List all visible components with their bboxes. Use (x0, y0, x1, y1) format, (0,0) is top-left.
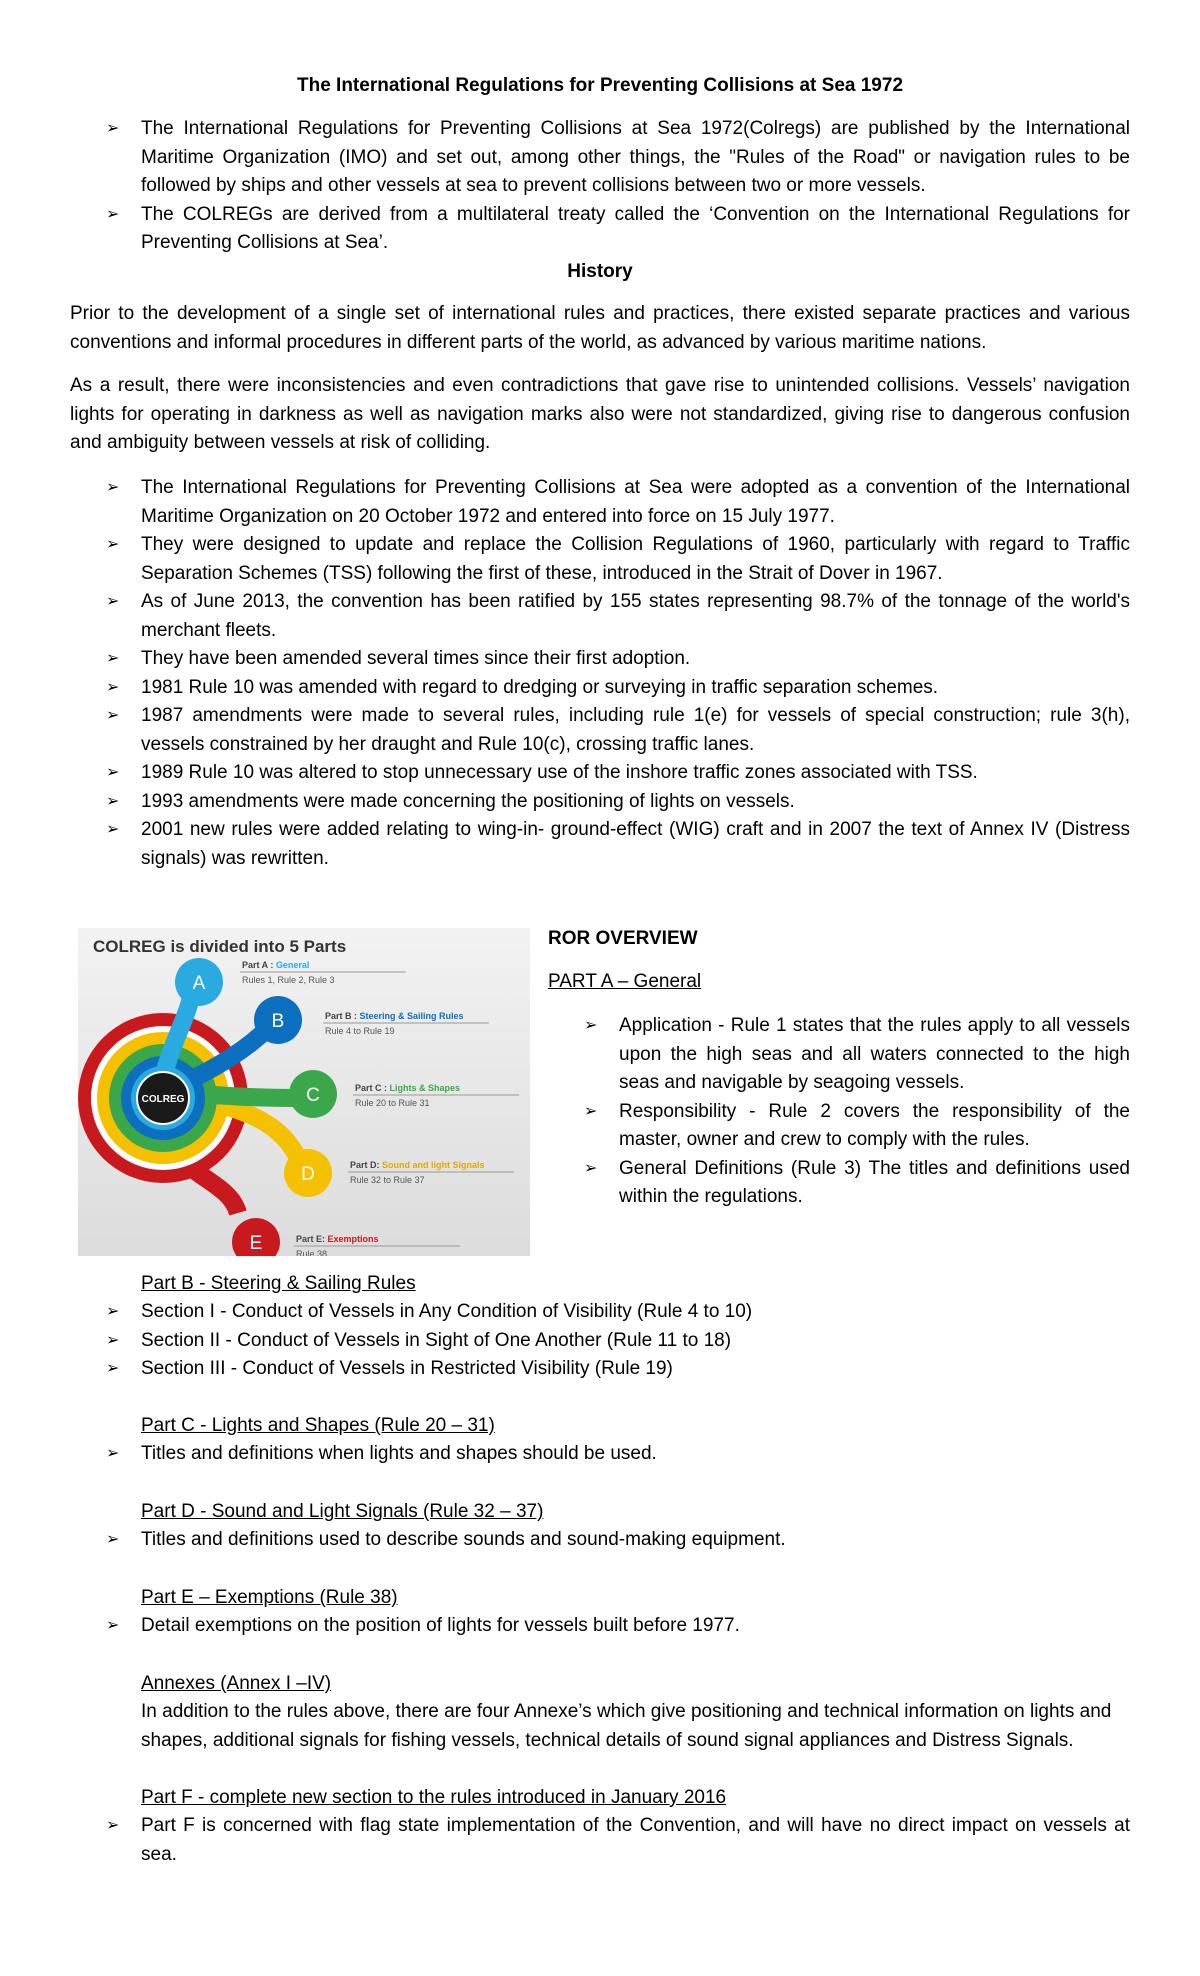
part-c-letter: C (306, 1085, 320, 1106)
part-a-prefix: Part A : (242, 960, 276, 970)
part-c-rules: Rule 20 to Rule 31 (355, 1098, 430, 1108)
center-label: COLREG (141, 1094, 185, 1105)
part-b-letter: B (271, 1011, 285, 1032)
part-a-bullet-list (548, 1012, 1130, 1212)
annexes-heading: Annexes (Annex I –IV) (141, 1673, 332, 1694)
list-item: ➢ 2001 new rules were added relating to wing-in- ground-effect (WIG) craft and in 2007 the text of Annex IV (Distress signals) was rewritten. (70, 816, 1130, 873)
arrow-bullet-icon: ➢ (106, 1445, 120, 1462)
part-a-letter: A (192, 973, 206, 994)
list-item: ➢ 1981 Rule 10 was amended with regard to dredging or surveying in traffic separation schemes. (70, 674, 1130, 703)
part-c-name: Lights & Shapes (389, 1083, 461, 1093)
part-a-name: General (275, 960, 310, 970)
colreg-parts-diagram (78, 928, 530, 1256)
arrow-bullet-icon: ➢ (584, 1159, 598, 1177)
arrow-bullet-icon: ➢ (106, 1331, 120, 1349)
svg-text:Part B : Steering & Sailing Ru (325, 1011, 464, 1021)
arrow-bullet-icon: ➢ (106, 1303, 120, 1320)
list-item: ➢ Application - Rule 1 states that the rules apply to all vessels upon the high seas and all waters connected to the high seas and navigable by seagoing vessels. (548, 1012, 1130, 1098)
part-a-heading: PART A – General (548, 971, 702, 992)
arrow-bullet-icon: ➢ (584, 1102, 598, 1120)
history-paragraph: As a result, there were inconsistencies and even contradictions that gave rise to unintended collisions. Vessels’ navigation lights for operating in darkness as well as navigation marks also were not standardized, giving rise to dangerous confusion and ambiguity between vessels at risk of colliding. (70, 375, 1130, 453)
list-item: ➢ Part F is concerned with flag state implementation of the Convention, and will have no direct impact on vessels at sea. (70, 1812, 1130, 1869)
part-e-letter: E (249, 1233, 263, 1254)
arrow-bullet-icon: ➢ (106, 650, 120, 667)
part-d-bullet-list (70, 1526, 1130, 1555)
history-paragraph: Prior to the development of a single set of international rules and practices, there existed separate practices and various conventions and informal procedures in different parts of the world, as advanced by various maritime nations. (70, 303, 1130, 353)
part-e-prefix: Part E: (296, 1234, 328, 1244)
part-c-prefix: Part C : (355, 1083, 390, 1093)
part-b-prefix: Part B : (325, 1011, 360, 1021)
ror-heading: ROR OVERVIEW (548, 928, 698, 949)
list-item: ➢ Section II - Conduct of Vessels in Sight of One Another (Rule 11 to 18) (70, 1327, 1130, 1356)
arrow-bullet-icon: ➢ (106, 536, 120, 553)
part-d-letter: D (301, 1164, 315, 1185)
list-item: ➢ Detail exemptions on the position of lights for vessels built before 1977. (70, 1612, 1130, 1641)
part-c-bullet-list (70, 1440, 1130, 1469)
part-d-name: Sound and light Signals (382, 1160, 485, 1170)
list-item: ➢ They have been amended several times since their first adoption. (70, 645, 1130, 674)
list-item: ➢ Titles and definitions used to describe sounds and sound-making equipment. (70, 1526, 1130, 1555)
history-heading: History (567, 261, 633, 282)
intro-bullet-list (70, 115, 1130, 258)
arrow-bullet-icon: ➢ (106, 792, 120, 810)
list-item: ➢ Section I - Conduct of Vessels in Any Condition of Visibility (Rule 4 to 10) (70, 1298, 1130, 1327)
part-f-bullet-list (70, 1812, 1130, 1869)
history-bullet-list (70, 474, 1130, 873)
list-item: ➢ The COLREGs are derived from a multilateral treaty called the ‘Convention on the International Regulations for Preventing Collisions at Sea’. (70, 201, 1130, 258)
annexes-text: In addition to the rules above, there are four Annexe’s which give positioning and technical information on lights and shapes, additional signals for fishing vessels, technical details of sound signal appliances and Distress Signals. (141, 1701, 1112, 1751)
list-item: ➢ The International Regulations for Preventing Collisions at Sea 1972(Colregs) are published by the International Maritime Organization (IMO) and set out, among other things, the "Rules of the Road" or navigation rules to be followed by ships and other vessels at sea to prevent collisions between two or more vessels. (70, 115, 1130, 201)
part-e-rules: Rule 38 (296, 1249, 328, 1256)
list-item: ➢ The International Regulations for Preventing Collisions at Sea were adopted as a convention of the International Maritime Organization on 20 October 1972 and entered into force on 15 July 1977. (70, 474, 1130, 531)
svg-text:Part C : Lights & Shapes (355, 1083, 460, 1093)
list-item: ➢ 1987 amendments were made to several rules, including rule 1(e) for vessels of special construction; rule 3(h), vessels constrained by her draught and Rule 10(c), crossing traffic lanes. (70, 702, 1130, 759)
arrow-bullet-icon: ➢ (584, 1017, 598, 1034)
part-a-rules: Rules 1, Rule 2, Rule 3 (242, 975, 335, 985)
part-e-heading: Part E – Exemptions (Rule 38) (141, 1587, 398, 1608)
svg-text:Part D: Sound and light Signa (350, 1160, 485, 1170)
arrow-bullet-icon: ➢ (106, 1531, 120, 1548)
arrow-bullet-icon: ➢ (106, 707, 120, 724)
arrow-bullet-icon: ➢ (106, 1360, 120, 1377)
document-title: The International Regulations for Preventing Collisions at Sea 1972 (296, 75, 904, 96)
arrow-bullet-icon: ➢ (106, 821, 120, 838)
part-e-bullet-list (70, 1612, 1130, 1641)
part-b-name: Steering & Sailing Rules (359, 1011, 464, 1021)
part-d-rules: Rule 32 to Rule 37 (350, 1175, 425, 1185)
arrow-bullet-icon: ➢ (106, 1817, 120, 1834)
arrow-bullet-icon: ➢ (106, 593, 120, 610)
part-f-heading: Part F - complete new section to the rules introduced in January 2016 (141, 1787, 727, 1808)
list-item: ➢ They were designed to update and replace the Collision Regulations of 1960, particularly with regard to Traffic Separation Schemes (TSS) following the first of these, introduced in the Strait of Dover in 1967. (70, 531, 1130, 588)
part-b-heading: Part B - Steering & Sailing Rules (141, 1273, 416, 1294)
arrow-bullet-icon: ➢ (106, 764, 120, 781)
part-c-heading: Part C - Lights and Shapes (Rule 20 – 31) (141, 1415, 495, 1436)
list-item: ➢ As of June 2013, the convention has been ratified by 155 states representing 98.7% of the tonnage of the world's merchant fleets. (70, 588, 1130, 645)
list-item: ➢ Section III - Conduct of Vessels in Restricted Visibility (Rule 19) (70, 1355, 1130, 1384)
part-b-rules: Rule 4 to Rule 19 (325, 1026, 395, 1036)
part-e-name: Exemptions (327, 1234, 379, 1244)
svg-text:Part E: Exemptions (296, 1234, 379, 1244)
list-item: ➢ 1993 amendments were made concerning the positioning of lights on vessels. (70, 788, 1130, 817)
arrow-bullet-icon: ➢ (106, 678, 120, 696)
arrow-bullet-icon: ➢ (106, 479, 120, 496)
list-item: ➢ Titles and definitions when lights and shapes should be used. (70, 1440, 1130, 1469)
part-d-prefix: Part D: (350, 1160, 383, 1170)
arrow-bullet-icon: ➢ (106, 1617, 120, 1634)
arrow-bullet-icon: ➢ (106, 120, 120, 137)
list-item: ➢ General Definitions (Rule 3) The titles and definitions used within the regulations. (548, 1155, 1130, 1212)
list-item: ➢ 1989 Rule 10 was altered to stop unnecessary use of the inshore traffic zones associated with TSS. (70, 759, 1130, 788)
svg-text:Part A : General (242, 960, 309, 970)
arrow-bullet-icon: ➢ (106, 205, 120, 223)
part-d-heading: Part D - Sound and Light Signals (Rule 32 – 37) (141, 1501, 544, 1522)
diagram-title: COLREG is divided into 5 Parts (93, 937, 347, 956)
list-item: ➢ Responsibility - Rule 2 covers the responsibility of the master, owner and crew to comply with the rules. (548, 1098, 1130, 1155)
part-b-bullet-list (70, 1298, 1130, 1384)
